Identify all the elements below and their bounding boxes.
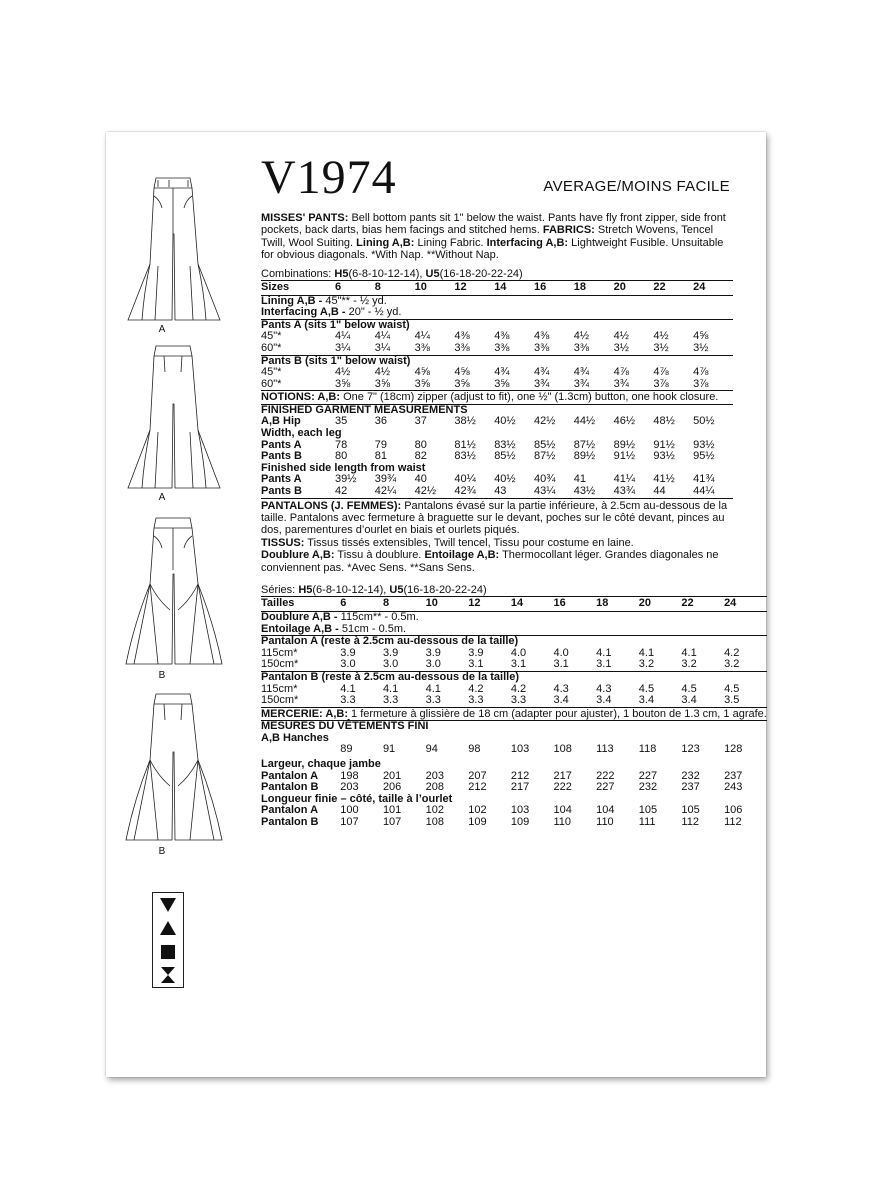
table-row: Sizes 6 8 10 12 14 16 18 20 22 24 (261, 281, 733, 296)
table-row: Doublure A,B - 115cm** - 0.5m. (261, 610, 419, 623)
table-row: Pantalon A 100 101 102 102 103 104 104 105 105 106 (261, 804, 743, 817)
english-combinations: Combinations: H5(6-8-10-12-14), U5(16-18-20-22-24) (261, 267, 523, 280)
english-description: MISSES' PANTS: Bell bottom pants sit 1" below the waist. Pants have fly front zipper, side front pockets, back darts, bias hem facings and stitched hems. FABRICS: Stretch Wovens, Tencel Twill, Wool Suiting. Lining A,B: Lining Fabric. Interfacing A,B: Lightweight Fusible. Unsuitable for obvious diagonals. *With Nap. **Without Nap. (261, 212, 726, 262)
table-row: A,B Hanches (261, 731, 329, 744)
table-row: 45"* 4½ 4½ 4⅝ 4⅝ 4¾ 4¾ 4¾ 4⅞ 4⅞ 4⅞ (261, 366, 709, 379)
table-row: Pants A (sits 1" below waist) (261, 319, 733, 331)
table-row: 89 91 94 98 103 108 113 118 123 128 (340, 743, 743, 756)
divider (261, 498, 733, 499)
pants-a-front-sketch (124, 174, 224, 324)
pattern-number: V1974 (261, 151, 397, 204)
table-row: Pants B 42 42¼ 42½ 42¾ 43 43¼ 43½ 43¾ 44 44¼ (261, 484, 715, 497)
triangle-down-icon (153, 893, 183, 917)
french-combinations: Séries: H5(6-8-10-12-14), U5(16-18-20-22-24) (261, 583, 487, 596)
sketch-label: A (158, 492, 166, 503)
table-row: Longueur finie – côté, taille à l’ourlet (261, 792, 453, 805)
symbol-key (152, 892, 184, 988)
table-row: Pants A 39½ 39¾ 40 40¼ 40½ 40¾ 41 41¼ 41½ 41¾ (261, 473, 715, 486)
table-row: Pants B (sits 1" below waist) (261, 355, 733, 367)
table-row: MERCERIE: A,B: 1 fermeture à glissière de 18 cm (adapter pour ajuster), 1 bouton de 1.3 cm, 1 agrafe. (261, 707, 767, 720)
table-row: Finished side length from waist (261, 461, 426, 474)
table-row: Tailles 6 8 10 12 14 16 18 20 22 24 (261, 597, 767, 612)
table-row: FINISHED GARMENT MEASUREMENTS (261, 404, 733, 416)
table-row: 115cm* 4.1 4.1 4.1 4.2 4.2 4.3 4.3 4.5 4.5 4.5 (261, 682, 740, 695)
table-row: Width, each leg (261, 426, 342, 439)
table-row: 115cm* 3.9 3.9 3.9 3.9 4.0 4.0 4.1 4.1 4.1 4.2 (261, 646, 740, 659)
table-row: 150cm* 3.0 3.0 3.0 3.1 3.1 3.1 3.1 3.2 3.2 3.2 (261, 658, 740, 671)
table-row: Pantalon B 107 107 108 109 109 110 110 111 112 112 (261, 815, 742, 828)
table-row: MESURES DU VÊTEMENTS FINI (261, 721, 767, 733)
triangle-up-icon (153, 917, 183, 941)
pants-b-back-sketch (124, 690, 224, 845)
table-row: 60"* 3¼ 3¼ 3⅜ 3⅜ 3⅜ 3⅜ 3⅜ 3½ 3½ 3½ (261, 342, 709, 354)
french-description: PANTALONS (J. FEMMES): Pantalons évasé sur la partie inférieure, à 2.5cm au-dessous de la taille. Pantalons avec fermeture à braguette sur le devant, poches sur le côté devant, pinces au dos, parementures d’ourlet en biais et ourlets piqués. TISSUS: Tissus tissés extensibles, Twill tencel, Tissu pour costume en laine. Doublure A,B: Tissu à doublure. Entoilage A,B: Thermocollant léger. Grandes diagonales ne conviennent pas. *Avec Sens. **Sans Sens. (261, 499, 728, 574)
table-row: 45"* 4¼ 4¼ 4¼ 4⅜ 4⅜ 4⅜ 4½ 4½ 4½ 4⅝ (261, 330, 709, 343)
table-row: 150cm* 3.3 3.3 3.3 3.3 3.3 3.4 3.4 3.4 3.4 3.5 (261, 694, 740, 707)
table-row: Interfacing A,B - 20" - ½ yd. (261, 306, 402, 319)
sketch-label: B (158, 846, 166, 857)
sketch-column (106, 132, 256, 1077)
table-row: Pants A 78 79 80 81½ 83½ 85½ 87½ 89½ 91½ 93½ (261, 438, 715, 451)
pattern-envelope-back (106, 132, 766, 1077)
table-row: Lining A,B - 45"** - ½ yd. (261, 294, 387, 307)
table-row: Largeur, chaque jambe (261, 757, 381, 770)
square-icon (153, 940, 183, 964)
english-size-table (261, 280, 733, 498)
table-row: Pantalon A (reste à 2.5cm au-dessous de la taille) (261, 636, 767, 648)
table-row: A,B Hip 35 36 37 38½ 40½ 42½ 44½ 46½ 48½ 50½ (261, 415, 715, 428)
table-row: Pants B 80 81 82 83½ 85½ 87½ 89½ 91½ 93½ 95½ (261, 450, 715, 463)
table-row: Pantalon A 198 201 203 207 212 217 222 227 232 237 (261, 769, 743, 782)
pattern-info (261, 212, 767, 828)
table-row: NOTIONS: A,B: One 7" (18cm) zipper (adjust to fit), one ½" (1.3cm) button, one hook closure. (261, 391, 733, 404)
table-row: Pantalon B (reste à 2.5cm au-dessous de la taille) (261, 671, 767, 683)
pants-b-front-sketch (124, 514, 224, 669)
table-row: 60"* 3⅝ 3⅝ 3⅝ 3⅝ 3⅝ 3¾ 3¾ 3¾ 3⅞ 3⅞ (261, 377, 709, 390)
sketch-label: A (158, 324, 166, 335)
hourglass-icon (153, 964, 183, 988)
table-row: Pantalon B 203 206 208 212 217 222 227 232 237 243 (261, 781, 743, 794)
difficulty-level: AVERAGE/MOINS FACILE (543, 178, 730, 195)
pants-a-back-sketch (124, 342, 224, 492)
french-size-table (261, 596, 767, 828)
sketch-label: B (158, 670, 166, 681)
table-row: Entoilage A,B - 51cm - 0.5m. (261, 622, 407, 635)
